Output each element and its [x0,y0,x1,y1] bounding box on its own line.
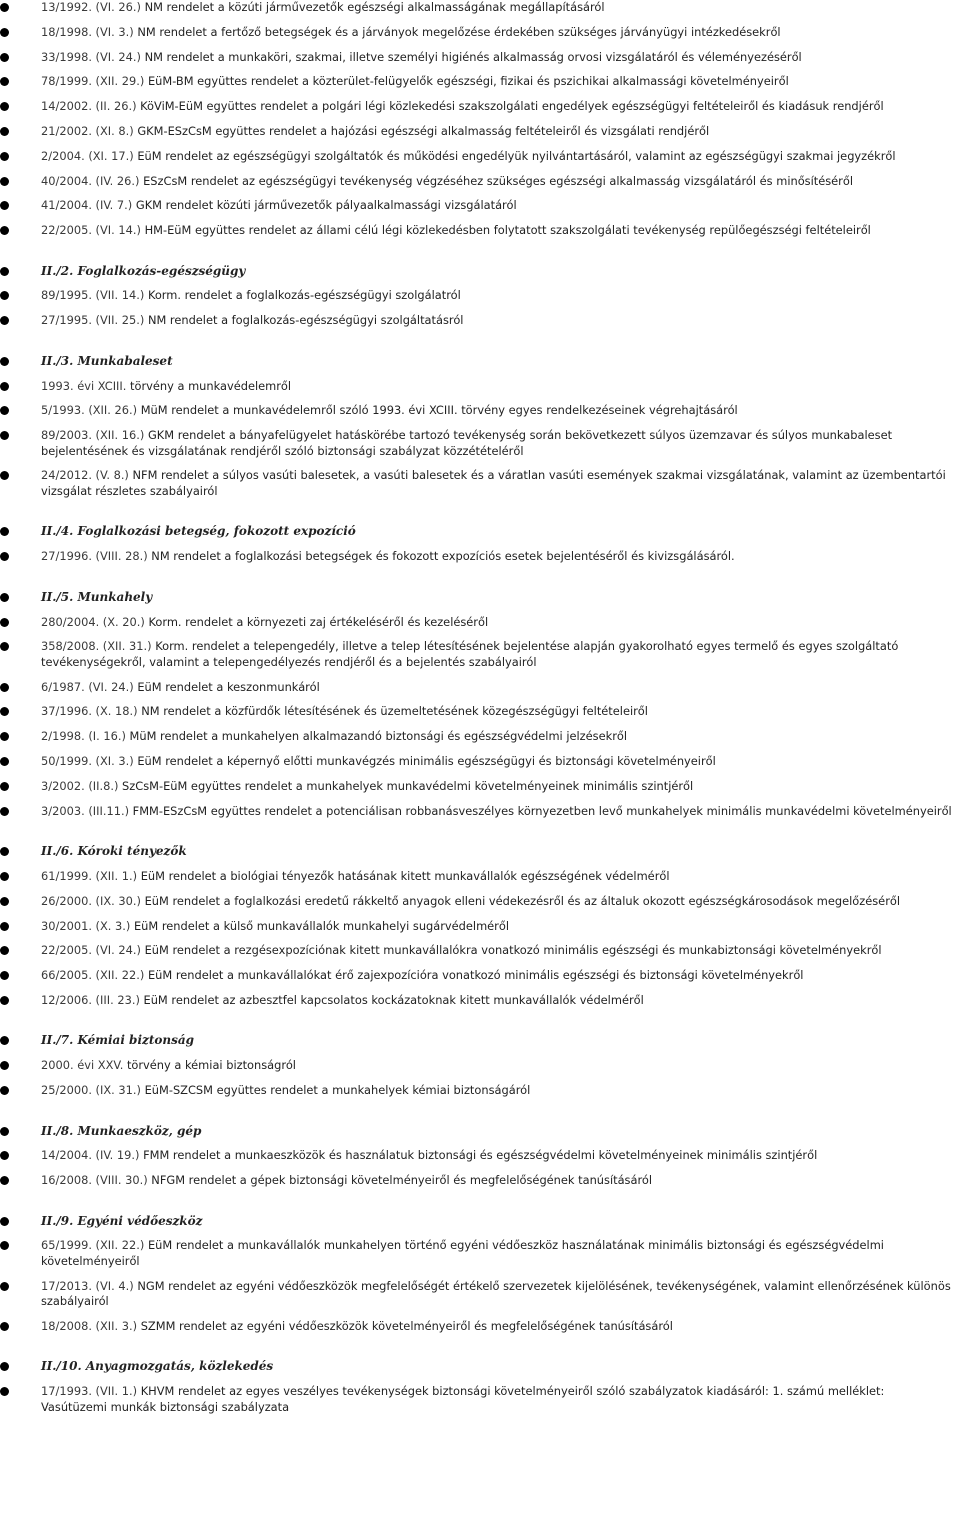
regulation-number: 26/2000. (IX. 30.) [41,893,145,908]
regulation-title: NGM rendelet az egyéni védőeszközök megfelelőségét értékelő szervezetek kijelölésének, tevékenységének, valamint ellenőrzésének különös szabályairól [41,1278,951,1309]
regulation-title: FMM-ESzCsM együttes rendelet a potenciálisan robbanásveszélyes környezetben levő munkahelyek minimális munkavédelmi követelményeiről [132,803,952,818]
regulation-title: törvény a munkavédelemről [130,378,292,393]
regulation-title: NM rendelet a fertőző betegségek és a járványok megelőzése érdekében szükséges járványügyi intézkedésekről [137,24,781,39]
regulation-title: NM rendelet a közfürdők létesítésének és üzemeltetésének közegészségügyi feltételeiről [141,704,648,719]
regulation-title: EüM rendelet a külső munkavállalók munkahelyi sugárvédelméről [133,918,510,933]
regulation-title: EüM rendelet a rezgésexpozíciónak kitett munkavállalókra vonatkozó minimális egészségi és munkabiztonsági követelményekről [144,943,882,958]
regulation-item [0,1279,952,1310]
regulation-number: 21/2002. (XI. 8.) [41,123,138,138]
regulation-title: GKM rendelet a bányafelügyelet hatáskörébe tartozó tevékenység során bekövetkezett súlyos üzemzavar és súlyos munkabaleset bejelentésének és vizsgálatának rendjéről szóló biztonsági szabályzat közzétételéről [41,428,893,458]
regulation-number: 1993. évi XCIII. [41,378,131,393]
regulation-title: FMM rendelet a munkaeszközök és használatuk biztonsági és egészségvédelmi követelményeinek minimális szintjéről [143,1148,818,1163]
regulation-item [0,50,952,66]
regulation-title: EüM rendelet az egészségügyi szolgáltatók és működési engedélyük nyilvántartásáról, valamint az egészségügyi szakmai jegyzékről [137,148,896,163]
regulation-number: 66/2005. (XII. 22.) [41,968,148,983]
section-list [0,1124,952,1189]
regulation-title: NFM rendelet a súlyos vasúti balesetek, a vasúti balesetek és a váratlan vasúti események szakmai vizsgálatának, valamint az üzembentartói vizsgálat részletes szabályairól [41,468,946,498]
regulation-title: EüM-BM együttes rendelet a közterület-felügyelők egészségi, fizikai és pszichikai alkalmassági követelményeiről [147,74,789,89]
regulation-number: 22/2005. (VI. 14.) [41,223,145,238]
regulation-title: NFGM rendelet a gépek biztonsági követelményeiről és megfelelőségének tanúsításáról [151,1173,653,1188]
regulation-title: HM-EüM együttes rendelet az állami célú légi közlekedésben folytatott szakszolgálati tevékenység repülőegészségi feltételeiről [144,223,871,238]
section-heading: II./6. Kóroki tényezők [0,844,952,860]
regulation-title: NM rendelet a foglalkozási betegségek és fokozott expozíciós esetek bejelentéséről és kivizsgálásáról. [151,549,735,564]
regulation-item [0,993,952,1009]
regulation-title: EüM rendelet a foglalkozási eredetű rákkeltő anyagok elleni védekezésről és az általuk okozott egészségkárosodások megelőzéséről [144,893,901,908]
regulation-number: 14/2004. (IV. 19.) [41,1148,144,1163]
regulation-number: 50/1999. (XI. 3.) [41,754,138,769]
regulation-item [0,288,952,304]
regulation-item [0,943,952,959]
regulation-number: 13/1992. (VI. 26.) [41,0,145,14]
regulation-title: GKM-ESzCsM együttes rendelet a hajózási egészségi alkalmasság feltételeiről és vizsgálati rendjéről [137,123,710,138]
regulation-number: 18/2008. (XII. 3.) [41,1318,141,1333]
regulation-item [0,468,952,499]
regulation-title: SZMM rendelet az egyéni védőeszközök követelményeiről és megfelelőségének tanúsításáról [140,1318,673,1333]
regulation-number: 37/1996. (X. 18.) [41,704,142,719]
regulation-item [0,174,952,190]
regulation-item [0,1173,952,1189]
regulation-number: 280/2004. (X. 20.) [41,614,149,629]
regulation-item [0,313,952,329]
section-list [0,264,952,329]
regulation-number: 61/1999. (XII. 1.) [41,868,141,883]
regulation-title: MüM rendelet a munkavédelemről szóló 1993. évi XCIII. törvény egyes rendelkezéseinek végrehajtásáról [140,403,738,418]
section-heading: II./9. Egyéni védőeszköz [0,1214,952,1230]
regulation-number: 17/1993. (VII. 1.) [41,1384,141,1399]
regulation-title: EüM rendelet a munkavállalókat érő zajexpozícióra vonatkozó minimális egészségi és biztonsági követelményekről [147,968,804,983]
regulation-number: 5/1993. (XII. 26.) [41,403,141,418]
regulation-title: EüM-SZCSM együttes rendelet a munkahelyek kémiai biztonságáról [144,1083,531,1097]
regulation-title: Korm. rendelet a telepengedély, illetve a telep létesítésének bejelentése alapján gyakorolható egyes termelő és egyes szolgáltató tevékenységekről, valamint a telepengedélyezés rendjéről és a bejelentés szabályairól [41,639,899,669]
regulation-title: EüM rendelet a képernyő előtti munkavégzés minimális egészségügyi és biztonsági követelményeiről [137,754,716,769]
regulation-title: NM rendelet a munkaköri, szakmai, illetve személyi higiénés alkalmasság orvosi vizsgálatáról és véleményezéséről [144,49,802,64]
regulation-item [0,1058,952,1074]
section-heading: II./7. Kémiai biztonság [0,1033,952,1049]
regulation-title: Korm. rendelet a környezeti zaj értékeléséről és kezeléséről [148,614,489,629]
regulation-item [0,804,952,820]
regulation-title: EüM rendelet a keszonmunkáról [137,679,320,694]
regulation-number: 89/2003. (XII. 16.) [41,428,148,443]
section-list [0,354,952,500]
regulation-number: 40/2004. (IV. 26.) [41,173,144,188]
section-heading: II./10. Anyagmozgatás, közlekedés [0,1359,952,1375]
regulation-item [0,869,952,885]
regulation-item [0,1319,952,1335]
regulation-item [0,379,952,395]
regulation-title: EüM rendelet az azbesztfel kapcsolatos kockázatoknak kitett munkavállalók védelméről [143,992,644,1007]
regulation-number: 89/1995. (VII. 14.) [41,288,148,303]
regulation-number: 2/2004. (XI. 17.) [41,148,138,163]
regulation-item [0,729,952,745]
section-heading: II./2. Foglalkozás-egészségügy [0,264,952,280]
regulation-number: 65/1999. (XII. 22.) [41,1238,148,1253]
regulation-item [0,99,952,115]
section-heading: II./8. Munkaeszköz, gép [0,1124,952,1140]
regulation-item [0,968,952,984]
regulation-item [0,25,952,41]
regulation-item [0,74,952,90]
section-list [0,0,952,239]
regulation-title: GKM rendelet közúti járművezetők pályaalkalmassági vizsgálatáról [135,198,517,213]
regulation-item [0,894,952,910]
regulation-number: 27/1996. (VIII. 28.) [41,549,152,564]
regulation-title: KöViM-EüM együttes rendelet a polgári légi közlekedési szakszolgálati engedélyek egészségügyi feltételeiről és kiadásuk rendjéről [140,99,884,114]
regulation-number: 18/1998. (VI. 3.) [41,24,138,39]
regulation-number: 24/2012. (V. 8.) [41,468,133,483]
regulation-number: 27/1995. (VII. 25.) [41,313,148,328]
regulation-title: KHVM rendelet az egyes veszélyes tevékenységek biztonsági követelményeiről szóló szabályzatok kiadásáról: 1. számú melléklet: Vasútüzemi munkák biztonsági szabályzata [41,1384,885,1414]
regulation-item [0,615,952,631]
regulation-title: MüM rendelet a munkahelyen alkalmazandó biztonsági és egészségvédelmi jelzésekről [129,729,628,744]
regulation-item [0,0,952,16]
regulation-item [0,1083,952,1099]
regulation-number: 78/1999. (XII. 29.) [41,74,148,89]
regulation-number: 41/2004. (IV. 7.) [41,198,136,213]
regulation-item [0,198,952,214]
regulation-number: 16/2008. (VIII. 30.) [41,1173,152,1188]
regulation-title: Korm. rendelet a foglalkozás-egészségügyi szolgálatról [147,288,461,303]
regulation-title: törvény a kémiai biztonságról [126,1058,296,1073]
regulation-number: 2000. évi XXV. [41,1058,127,1073]
regulation-number: 25/2000. (IX. 31.) [41,1083,145,1097]
regulation-item [0,704,952,720]
regulation-number: 30/2001. (X. 3.) [41,918,134,933]
regulation-item [0,680,952,696]
section-list [0,1033,952,1098]
regulation-item [0,223,952,239]
regulation-item [0,428,952,459]
regulation-title: NM rendelet a foglalkozás-egészségügyi szolgáltatásról [147,313,464,328]
regulation-item [0,124,952,140]
regulation-item [0,639,952,670]
regulation-number: 6/1987. (VI. 24.) [41,679,138,694]
regulation-item [0,549,952,565]
regulation-number: 3/2003. (III.11.) [41,803,133,818]
section-heading: II./4. Foglalkozási betegség, fokozott expozíció [0,524,952,540]
section-list [0,1214,952,1335]
section-heading: II./5. Munkahely [0,590,952,606]
section-list [0,590,952,819]
regulation-item [0,1384,952,1415]
regulation-number: 2/1998. (I. 16.) [41,729,130,744]
regulation-number: 12/2006. (III. 23.) [41,992,144,1007]
regulation-title: NM rendelet a közúti járművezetők egészségi alkalmasságának megállapításáról [144,0,605,14]
regulation-number: 14/2002. (II. 26.) [41,99,141,114]
regulation-number: 17/2013. (VI. 4.) [41,1278,138,1293]
regulation-item [0,403,952,419]
regulation-item [0,1238,952,1269]
regulation-number: 358/2008. (XII. 31.) [41,639,156,654]
regulation-title: EüM rendelet a biológiai tényezők hatásának kitett munkavállalók egészségének védelméről [140,868,670,883]
section-list [0,1359,952,1415]
regulation-item [0,1148,952,1164]
regulation-title: SzCsM-EüM együttes rendelet a munkahelyek munkavédelmi követelményeinek minimális szintjéről [122,778,694,793]
regulation-number: 3/2002. (II.8.) [41,778,123,793]
section-list [0,524,952,564]
regulation-number: 33/1998. (VI. 24.) [41,49,145,64]
section-list [0,844,952,1008]
regulation-item [0,149,952,165]
section-heading: II./3. Munkabaleset [0,354,952,370]
regulation-title: EüM rendelet a munkavállalók munkahelyen történő egyéni védőeszköz használatának minimális biztonsági és egészségvédelmi követelményeiről [41,1238,884,1268]
regulation-title: ESzCsM rendelet az egészségügyi tevékenység végzéséhez szükséges egészségi alkalmasság vizsgálatáról és minősítéséről [143,173,854,188]
regulation-number: 22/2005. (VI. 24.) [41,943,145,958]
regulation-item [0,754,952,770]
regulation-item [0,779,952,795]
regulation-item [0,919,952,935]
